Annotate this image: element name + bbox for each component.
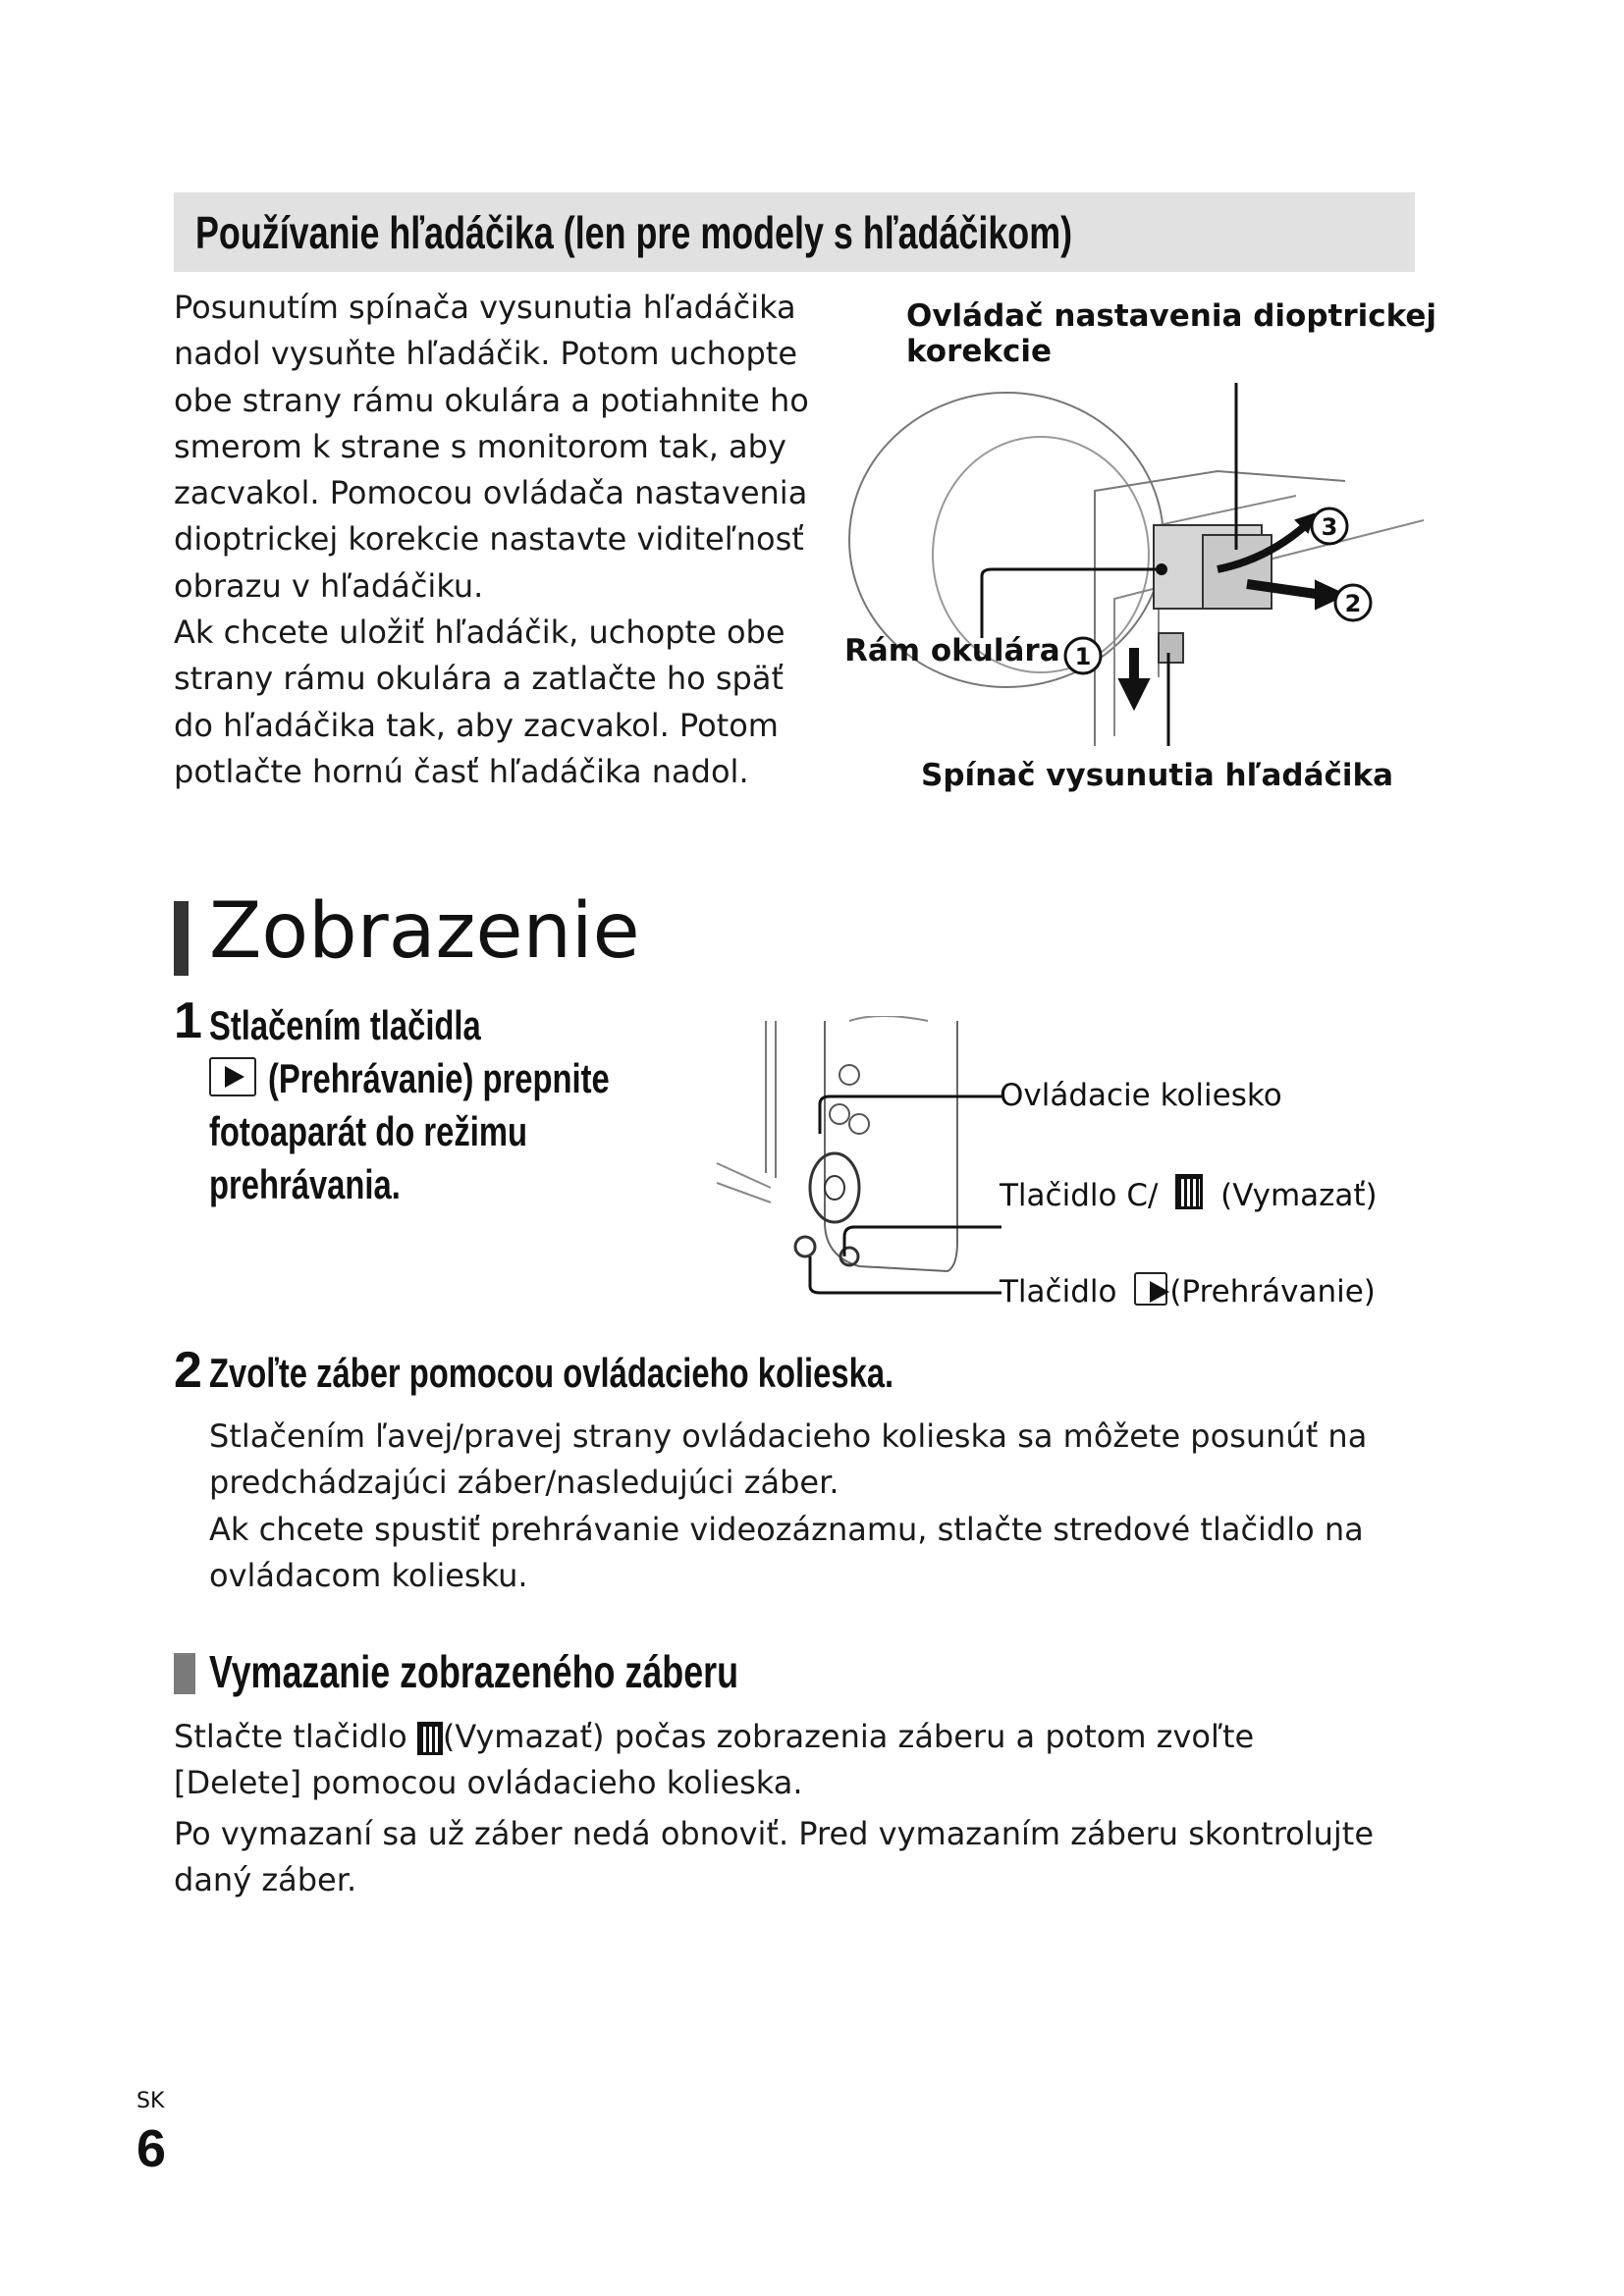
label-control-wheel: Ovládacie koliesko [1000, 1078, 1282, 1113]
text-line: potlačte hornú časť hľadáčika nadol. [174, 752, 749, 790]
text-line: obrazu v hľadáčiku. [174, 566, 484, 605]
label-c-button: Tlačidlo C/ (Vymazať) [1000, 1174, 1378, 1213]
play-icon [209, 1057, 256, 1096]
title-bar-marker [174, 901, 189, 976]
text-line: dioptrickej korekcie nastavte viditeľnosť [174, 520, 804, 559]
step-mark-2: 2 [1344, 590, 1362, 617]
trash-icon [1175, 1174, 1203, 1209]
page-number: 6 [136, 2119, 167, 2178]
delete-paragraph: Stlačte tlačidlo (Vymazať) počas zobrazenia záberu a potom zvoľte [Delete] pomocou ovládacieho kolieska. Po vymazaní sa už záber nedá obnoviť. Pred vymazaním záberu skontrolujte daný záber. [174, 1718, 1375, 1898]
heading-bar-marker [174, 1653, 195, 1694]
text-line: do hľadáčika tak, aby zacvakol. Potom [174, 706, 779, 744]
label-switch: Spínač vysunutia hľadáčika [921, 758, 1394, 793]
section-heading-viewfinder [174, 192, 1415, 272]
step-number-1: 1 [174, 992, 202, 1049]
text-line: strany rámu okulára a zatlačte ho späť [174, 660, 785, 698]
label-playback-button: Tlačidlo (Prehrávanie) [1000, 1274, 1376, 1309]
play-icon [1134, 1272, 1167, 1306]
language-code: SK [136, 2089, 165, 2113]
text-line: obe strany rámu okulára a potiahnite ho [174, 381, 809, 419]
viewfinder-paragraph [174, 285, 841, 795]
title-text: Zobrazenie [209, 887, 640, 976]
step-2-text: Stlačením ľavej/pravej strany ovládacieho kolieska sa môžete posunúť na predchádzajúci záber/nasledujúci záber. Ak chcete spustiť prehrávanie videozáznamu, stlačte stredové tlačidlo na ovládacom koliesku. [209, 1417, 1368, 1594]
text-line: nadol vysuňte hľadáčik. Potom uchopte [174, 335, 798, 373]
label-eyepiece: Rám okulára [844, 633, 1060, 668]
text-line: Ak chcete uložiť hľadáčik, uchopte obe [174, 614, 785, 652]
step-1-text: Stlačením tlačidla (Prehrávanie) prepnite fotoaparát do režimu prehrávania. [209, 1002, 610, 1207]
text-line: smerom k strane s monitorom tak, aby [174, 427, 786, 465]
step-number-2: 2 [174, 1342, 202, 1399]
step-mark-3: 3 [1321, 513, 1338, 541]
label-diopter: Ovládač nastavenia dioptrickej korekcie [906, 298, 1437, 369]
heading-text: Používanie hľadáčika (len pre modely s hľadáčikom) [195, 207, 1073, 258]
text-line: zacvakol. Pomocou ovládača nastavenia [174, 474, 808, 512]
text-line: Posunutím spínača vysunutia hľadáčika [174, 289, 796, 326]
trash-icon [417, 1722, 443, 1755]
step-mark-1: 1 [1074, 643, 1092, 670]
step-2-heading: Zvoľte záber pomocou ovládacieho kolieska. [209, 1350, 894, 1396]
camera-back-illustration [712, 1016, 1006, 1310]
viewfinder-illustration [835, 373, 1424, 746]
heading-text: Vymazanie zobrazeného záberu [209, 1646, 739, 1697]
